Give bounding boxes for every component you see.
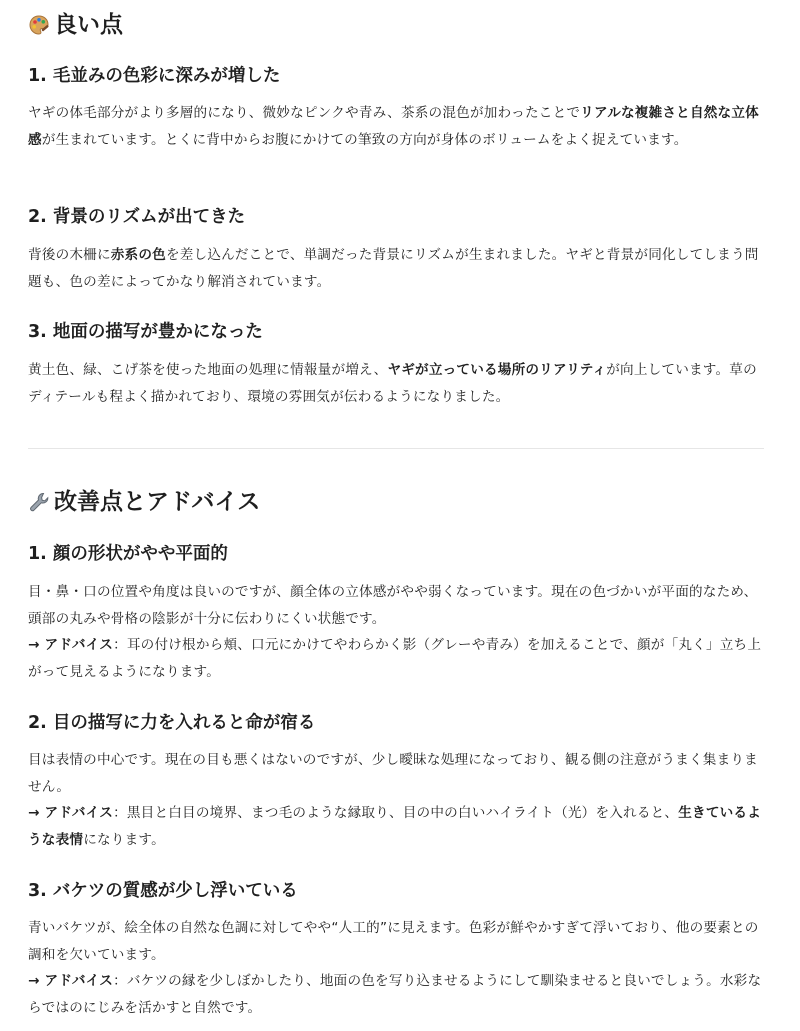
good-item-1-text: ヤギの体毛部分がより多層的になり、微妙なピンクや青み、茶系の混色が加わったことでリアルな複雑さと自然な立体感が生まれています。とくに背中からお腹にかけての筆致の方向が身体のボリュームをよく捉えています。 <box>28 105 759 148</box>
improve-item-3-text: 青いバケツが、絵全体の自然な色調に対してやや“人工的”に見えます。色彩が鮮やかすぎて浮いており、他の要素との調和を欠いています。 → アドバイス：バケツの縁を少しぼかしたり、地面の色を写り込ませるようにして馴染ませると良いでしょう。水彩ならではのにじみを活かすと自然です。 <box>28 920 762 1016</box>
improve-item-2-text: 目は表情の中心です。現在の目も悪くはないのですが、少し曖昧な処理になっており、観る側の注意がうまく集まりません。 → アドバイス：黒目と白目の境界、まつ毛のような縁取り、目の中の白いハイライト（光）を入れると、生きているような表情になります。 <box>28 752 761 848</box>
palette-icon <box>28 14 50 36</box>
good-points-heading <box>28 10 123 40</box>
good-item-3-text: 黄土色、緑、こげ茶を使った地面の処理に情報量が増え、ヤギが立っている場所のリアリティが向上しています。草のディテールも程よく描かれており、環境の雰囲気が伝わるようになりました。 <box>28 362 757 405</box>
good-item-3-heading: 3. 地面の描写が豊かになった <box>28 322 263 342</box>
good-item-1-heading: 1. 毛並みの色彩に深みが増した <box>28 66 281 86</box>
improve-item-3-heading: 3. バケツの質感が少し浮いている <box>28 881 298 901</box>
improvement-heading <box>28 487 260 517</box>
improvement-title: 改善点とアドバイス <box>54 489 261 515</box>
wrench-icon <box>28 491 50 513</box>
improve-item-1-text: 目・鼻・口の位置や角度は良いのですが、顔全体の立体感がやや弱くなっています。現在の色づかいが平面的なため、頭部の丸みや骨格の陰影が十分に伝わりにくい状態です。 → アドバイス：耳の付け根から頬、口元にかけてやわらかく影（グレーや青み）を加えることで、顔が「丸く」立ち上がって見えるようになります。 <box>28 584 762 680</box>
good-item-2-heading: 2. 背景のリズムが出てきた <box>28 207 246 227</box>
improve-item-2-heading: 2. 目の描写に力を入れると命が宿る <box>28 713 316 733</box>
section-divider <box>28 448 764 449</box>
good-points-title: 良い点 <box>54 12 123 38</box>
improve-item-1-heading: 1. 顔の形状がやや平面的 <box>28 544 228 564</box>
good-item-2-text: 背後の木柵に赤系の色を差し込んだことで、単調だった背景にリズムが生まれました。ヤギと背景が同化してしまう問題も、色の差によってかなり解消されています。 <box>28 247 759 290</box>
